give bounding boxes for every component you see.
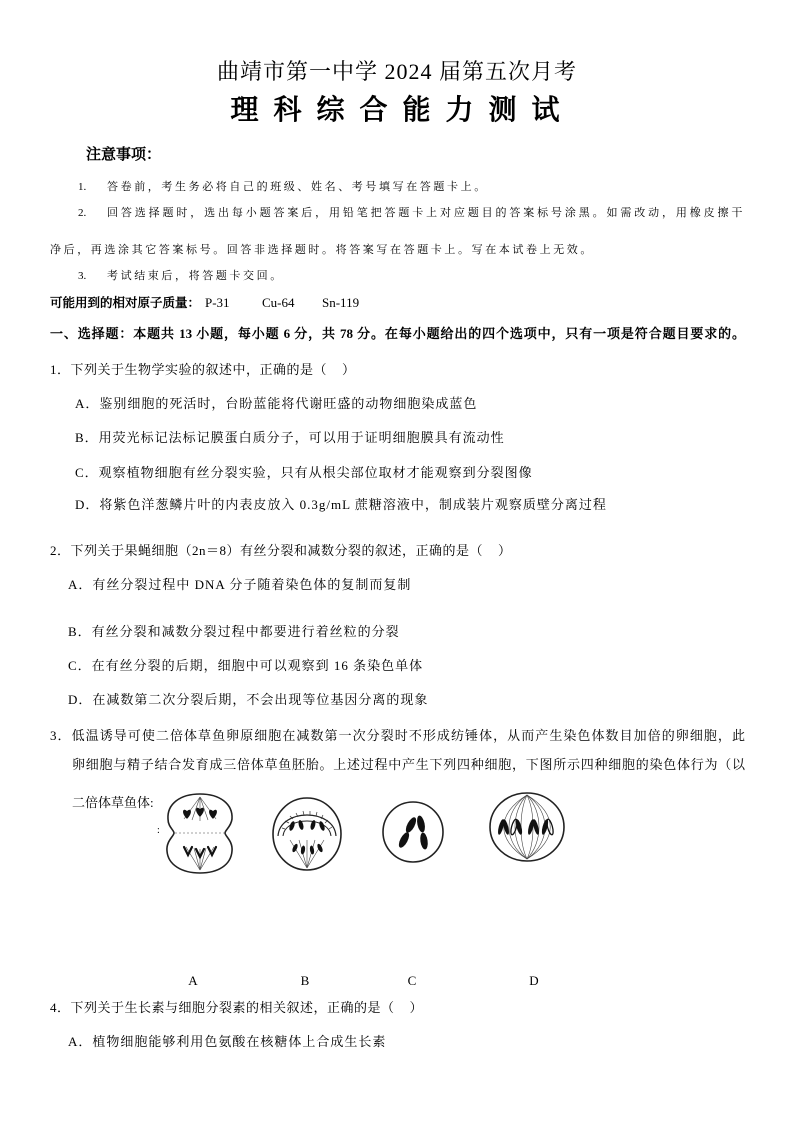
cell-membrane xyxy=(383,802,443,862)
question-stem: 1．下列关于生物学实验的叙述中，正确的是（ ） xyxy=(50,362,356,377)
chromosome xyxy=(291,843,298,853)
question-option: A．鉴别细胞的死活时，台盼蓝能将代谢旺盛的动物细胞染成蓝色 xyxy=(75,396,478,411)
question-option: D．在减数第二次分裂后期，不会出现等位基因分离的现象 xyxy=(68,692,429,707)
chromosome xyxy=(309,845,315,855)
question-stem-continued: 卵细胞与精子结合发育成三倍体草鱼胚胎。上述过程中产生下列四种细胞，下图所示四种细胞的染色体行为（以 xyxy=(72,757,745,772)
cell-figure-d xyxy=(486,790,568,866)
notice-heading: 注意事项： xyxy=(86,147,162,163)
figure-label-b: B xyxy=(300,973,310,988)
atomic-mass-value: Sn-119 xyxy=(322,295,360,310)
chromosome xyxy=(196,808,204,817)
spindle-fibers xyxy=(175,797,224,870)
cell-figure-a xyxy=(160,789,240,877)
cell-figure-c xyxy=(380,799,446,865)
exam-title: 曲靖市第一中学 2024 届第五次月考 xyxy=(216,59,577,84)
cell-figure-b xyxy=(268,794,346,874)
question-option: C．观察植物细胞有丝分裂实验，只有从根尖部位取材才能观察到分裂图像 xyxy=(75,465,533,480)
section-heading: 一、选择题：本题共 13 小题，每小题 6 分，共 78 分。在每小题给出的四个选项中，只有一项是符合题目要求的。 xyxy=(50,326,745,341)
cell-membrane xyxy=(167,794,232,873)
notice-item-text: 答卷前，考生务必将自己的班级、姓名、考号填写在答题卡上。 xyxy=(107,181,488,193)
question-option: D．将紫色洋葱鳞片叶的内表皮放入 0.3g/mL 蔗糖溶液中，制成装片观察质壁分离过程 xyxy=(75,497,607,512)
figure-label-c: C xyxy=(407,973,417,988)
notice-item-text-continued: 净后，再选涂其它答案标号。回答非选择题时。将答案写在答题卡上。写在本试卷上无效。 xyxy=(50,244,594,256)
figure-stray-mark: : xyxy=(157,825,160,836)
chromosomes xyxy=(497,819,555,836)
chromosome xyxy=(397,831,411,849)
question-stem: 3．低温诱导可使二倍体草鱼卵原细胞在减数第一次分裂时不形成纺锤体，从而产生染色体数目加倍的卵细胞，此 xyxy=(50,728,745,743)
chromosome xyxy=(419,832,428,850)
notice-item-number: 1. xyxy=(78,181,87,193)
chromosome xyxy=(184,847,192,855)
question-option: B．有丝分裂和减数分裂过程中都要进行着丝粒的分裂 xyxy=(68,624,400,639)
inner-arc xyxy=(278,815,336,836)
question-stem: 4．下列关于生长素与细胞分裂素的相关叙述，正确的是（ ） xyxy=(50,1000,424,1015)
notice-item-text: 考试结束后，将答题卡交回。 xyxy=(107,270,284,282)
figure-label-a: A xyxy=(188,973,198,988)
question-option: B．用荧光标记法标记膜蛋白质分子，可以用于证明细胞膜具有流动性 xyxy=(75,430,505,445)
figure-label-d: D xyxy=(529,973,539,988)
notice-item-number: 3. xyxy=(78,270,87,282)
chromosomes xyxy=(397,815,429,850)
chromosome xyxy=(404,816,418,834)
chromosome xyxy=(208,847,216,855)
chromosome xyxy=(416,815,427,833)
question-option: A．有丝分裂过程中 DNA 分子随着染色体的复制而复制 xyxy=(68,577,412,592)
chromosome xyxy=(209,810,217,819)
notice-item-text: 回答选择题时，选出每小题答案后，用铅笔把答题卡上对应题目的答案标号涂黑。如需改动，用橡皮擦干 xyxy=(107,207,745,219)
notice-item-number: 2. xyxy=(78,207,87,219)
question-option: C．在有丝分裂的后期，细胞中可以观察到 16 条染色单体 xyxy=(68,658,424,673)
question-stem: 2．下列关于果蝇细胞（2n＝8）有丝分裂和减数分裂的叙述，正确的是（ ） xyxy=(50,543,512,558)
question-option: A．植物细胞能够利用色氨酸在核糖体上合成生长素 xyxy=(68,1034,387,1049)
exam-subtitle: 理 科 综 合 能 力 测 试 xyxy=(230,95,564,126)
figure-caption: 二倍体草鱼体: xyxy=(72,795,154,810)
chromosome xyxy=(183,810,191,819)
atomic-mass-value: P-31 xyxy=(205,295,230,310)
atomic-mass-label: 可能用到的相对原子质量： xyxy=(50,296,201,310)
atomic-mass-value: Cu-64 xyxy=(262,295,295,310)
